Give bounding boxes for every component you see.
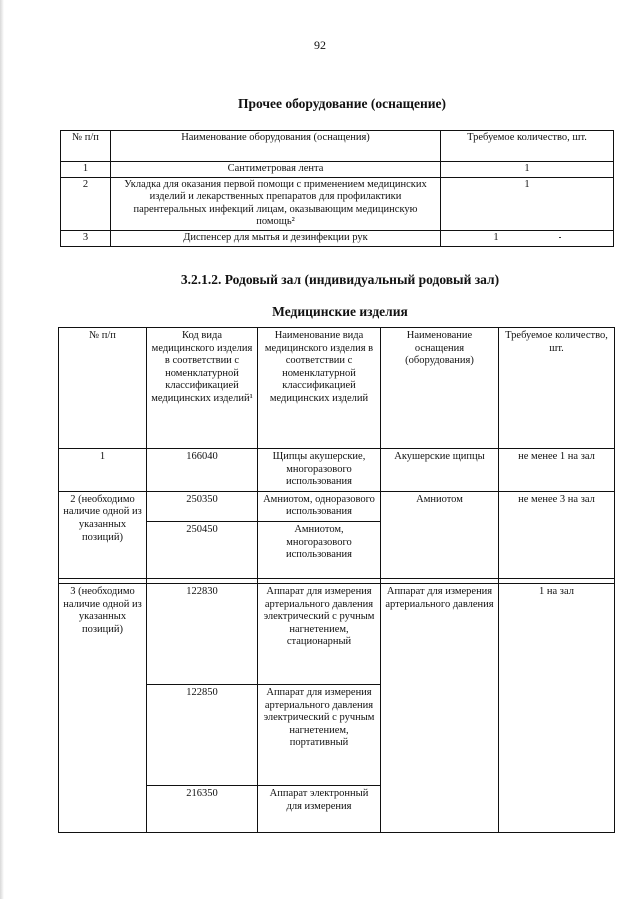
section-heading: 3.2.1.2. Родовый зал (индивидуальный родовый зал) bbox=[180, 272, 500, 287]
row-num: 2 (необходимо наличие одной из указанных позиций) bbox=[59, 491, 147, 578]
row-name: Сантиметровая лента bbox=[111, 162, 441, 178]
row-name: Укладка для оказания первой помощи с применением медицинских изделий и лекарственных препаратов для профилактики парентеральных инфекций лицам, оказывающим медицинскую помощь² bbox=[111, 177, 441, 230]
row-name: Амниотом, многоразового использования bbox=[258, 521, 381, 578]
header-name: Наименование оборудования (оснащения) bbox=[111, 131, 441, 162]
row-num: 2 bbox=[61, 177, 111, 230]
row-equipment: Аппарат для измерения артериального давления bbox=[381, 583, 499, 832]
row-num: 1 bbox=[59, 449, 147, 492]
table-row bbox=[59, 491, 615, 521]
scan-artifact bbox=[559, 237, 561, 238]
row-qty: 1 на зал bbox=[499, 583, 615, 832]
header-qty: Требуемое количество, шт. bbox=[441, 131, 614, 162]
header-name: Наименование вида медицинского изделия в соответствии с номенклатурной классификацией медицинских изделий bbox=[258, 328, 381, 449]
medical-devices-table bbox=[58, 327, 615, 833]
other-equipment-table bbox=[60, 130, 614, 247]
row-name: Диспенсер для мытья и дезинфекции рук bbox=[111, 230, 441, 246]
row-code: 166040 bbox=[147, 449, 258, 492]
table-row bbox=[59, 449, 615, 492]
scan-edge-shadow bbox=[0, 0, 4, 899]
row-name: Аппарат для измерения артериального давления электрический с ручным нагнетением, стационарный bbox=[258, 583, 381, 684]
row-num: 3 (необходимо наличие одной из указанных позиций) bbox=[59, 583, 147, 832]
row-qty: не менее 1 на зал bbox=[499, 449, 615, 492]
table-row bbox=[61, 177, 614, 230]
row-qty: 1 bbox=[441, 162, 614, 178]
row-equipment: Амниотом bbox=[381, 491, 499, 578]
header-num: № п/п bbox=[61, 131, 111, 162]
page-number: 92 bbox=[314, 38, 326, 52]
header-qty: Требуемое количество, шт. bbox=[499, 328, 615, 449]
row-equipment: Акушерские щипцы bbox=[381, 449, 499, 492]
row-name: Аппарат электронный для измерения bbox=[258, 785, 381, 832]
row-name: Амниотом, одноразового использования bbox=[258, 491, 381, 521]
row-num: 1 bbox=[61, 162, 111, 178]
row-name: Щипцы акушерские, многоразового использования bbox=[258, 449, 381, 492]
row-code: 216350 bbox=[147, 785, 258, 832]
row-qty: не менее 3 на зал bbox=[499, 491, 615, 578]
row-qty: 1 bbox=[441, 177, 614, 230]
row-code: 122830 bbox=[147, 583, 258, 684]
row-code: 122850 bbox=[147, 684, 258, 785]
row-code: 250450 bbox=[147, 521, 258, 578]
table-header-row bbox=[59, 328, 615, 449]
medical-devices-title: Медицинские изделия bbox=[272, 304, 408, 319]
row-code: 250350 bbox=[147, 491, 258, 521]
other-equipment-title: Прочее оборудование (оснащение) bbox=[237, 96, 447, 111]
table-row bbox=[61, 230, 614, 246]
row-qty-value: 1 bbox=[493, 231, 499, 243]
row-name: Аппарат для измерения артериального давления электрический с ручным нагнетением, портативный bbox=[258, 684, 381, 785]
table-row bbox=[59, 583, 615, 684]
header-code: Код вида медицинского изделия в соответствии с номенклатурной классификацией медицинских изделий¹ bbox=[147, 328, 258, 449]
header-num: № п/п bbox=[59, 328, 147, 449]
table-row bbox=[61, 162, 614, 178]
table-header-row bbox=[61, 131, 614, 162]
row-qty bbox=[441, 230, 614, 246]
row-num: 3 bbox=[61, 230, 111, 246]
header-equipment: Наименование оснащения (оборудования) bbox=[381, 328, 499, 449]
